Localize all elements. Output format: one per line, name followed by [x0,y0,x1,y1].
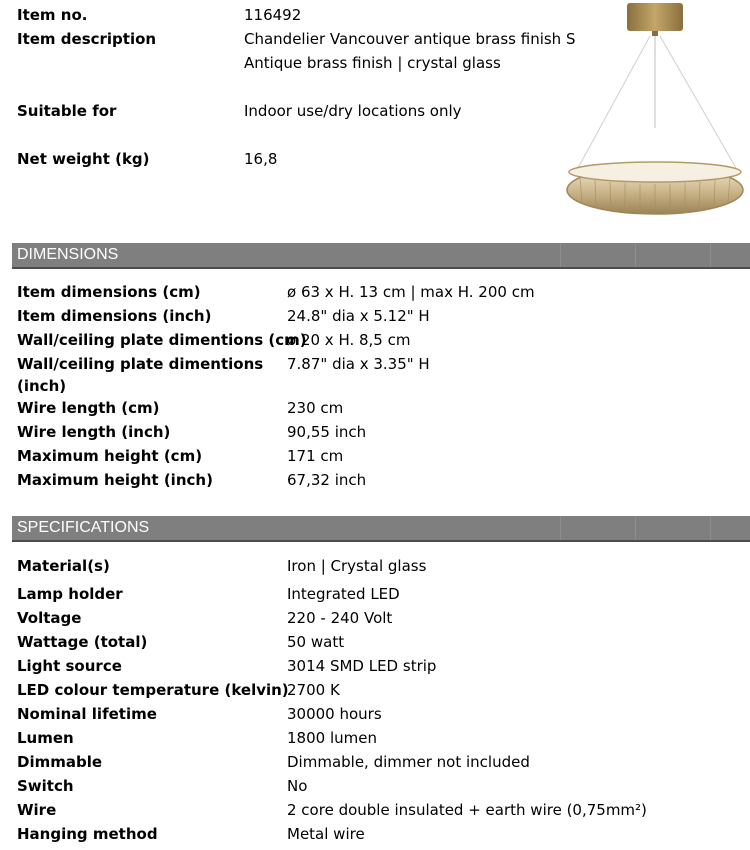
spec-label: Light source [17,657,122,675]
dimension-label: Wire length (cm) [17,399,160,417]
spec-value: No [287,777,308,795]
band-divider [560,516,561,540]
band-divider [635,243,636,267]
dimension-label: Maximum height (inch) [17,471,213,489]
item-description-value-2: Antique brass finish | crystal glass [244,54,501,72]
spec-label: Switch [17,777,74,795]
net-weight-value: 16,8 [244,150,278,168]
net-weight-label: Net weight (kg) [17,150,150,168]
dimension-label: Wire length (inch) [17,423,171,441]
dimension-value: 7.87" dia x 3.35" H [287,355,430,373]
item-description-label: Item description [17,30,157,48]
dimension-value: 24.8" dia x 5.12" H [287,307,430,325]
spec-label: LED colour temperature (kelvin) [17,681,289,699]
specifications-title: SPECIFICATIONS [17,519,150,536]
item-no-value: 116492 [244,6,302,24]
spec-value: 220 - 240 Volt [287,609,393,627]
dimension-value: ø 63 x H. 13 cm | max H. 200 cm [287,283,535,301]
dimension-label: Item dimensions (cm) [17,283,201,301]
spec-value: Integrated LED [287,585,400,603]
item-no-label: Item no. [17,6,88,24]
spec-value: 2 core double insulated + earth wire (0,75mm²) [287,801,647,819]
band-divider [710,516,711,540]
spec-label: Lumen [17,729,74,747]
band-divider [635,516,636,540]
dimension-label: Wall/ceiling plate dimentions (cm) [17,331,307,349]
dimension-label: (inch) [17,377,67,395]
band-divider [710,243,711,267]
dimension-value: ø 20 x H. 8,5 cm [287,331,411,349]
spec-value: Metal wire [287,825,365,843]
dimension-label: Item dimensions (inch) [17,307,212,325]
spec-label: Material(s) [17,557,110,575]
spec-label: Wattage (total) [17,633,148,651]
spec-label: Wire [17,801,57,819]
spec-label: Nominal lifetime [17,705,157,723]
spec-label: Hanging method [17,825,158,843]
dimension-value: 171 cm [287,447,344,465]
dimension-label: Wall/ceiling plate dimentions [17,355,264,373]
dimension-value: 67,32 inch [287,471,367,489]
specifications-section-header [12,516,750,542]
chandelier-icon [560,0,750,215]
spec-label: Voltage [17,609,82,627]
dimensions-title: DIMENSIONS [17,246,119,263]
spec-value: 1800 lumen [287,729,377,747]
dimensions-section-header [12,243,750,269]
spec-value: 3014 SMD LED strip [287,657,437,675]
suitable-for-label: Suitable for [17,102,117,120]
spec-value: Iron | Crystal glass [287,557,427,575]
item-description-value: Chandelier Vancouver antique brass finish S [244,30,576,48]
spec-label: Dimmable [17,753,103,771]
dimension-label: Maximum height (cm) [17,447,203,465]
dimension-value: 90,55 inch [287,423,367,441]
band-divider [560,243,561,267]
spec-value: Dimmable, dimmer not included [287,753,530,771]
spec-value: 30000 hours [287,705,382,723]
suitable-for-value: Indoor use/dry locations only [244,102,462,120]
spec-label: Lamp holder [17,585,123,603]
dimension-value: 230 cm [287,399,344,417]
spec-value: 2700 K [287,681,340,699]
spec-value: 50 watt [287,633,345,651]
